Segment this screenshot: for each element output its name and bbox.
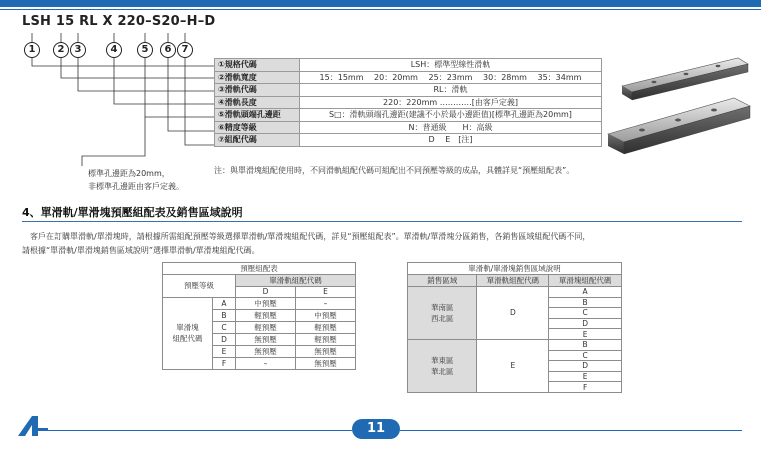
block-code: A xyxy=(213,297,236,309)
spec-row xyxy=(215,109,602,122)
region-block-code: B xyxy=(549,297,622,308)
preload-combination-table xyxy=(162,262,356,370)
callout-2: 2 xyxy=(53,42,69,58)
callout-3: 3 xyxy=(70,42,86,58)
spec-value: S□：滑軌頭端孔邊距(建議不小於最小邊距值)[標準孔邊距為20mm] xyxy=(300,109,602,122)
block-code: C xyxy=(213,321,236,333)
region-block-code: C xyxy=(549,350,622,361)
preload-e: 輕預壓 xyxy=(296,333,356,345)
spec-key: ⑥精度等級 xyxy=(215,121,300,134)
linear-rail-illustration xyxy=(606,56,754,166)
hole-pitch-note-1: 標準孔邊距為20mm， xyxy=(88,169,170,178)
region-block-code: B xyxy=(549,339,622,350)
spec-value: D E [注] xyxy=(300,134,602,147)
region-name-line2: 西北區 xyxy=(430,313,454,323)
block-code: F xyxy=(213,357,236,369)
rail-col-e: E xyxy=(296,287,356,298)
spec-row xyxy=(215,96,602,109)
preload-e: 無預壓 xyxy=(296,357,356,369)
region-header: 銷售區域 xyxy=(408,275,477,287)
page-number: 11 xyxy=(352,419,400,439)
preload-e: 輕預壓 xyxy=(296,321,356,333)
callout-5: 5 xyxy=(137,42,153,58)
block-code: E xyxy=(213,345,236,357)
rail-code-header: 單滑軌組配代碼 xyxy=(477,275,549,287)
section-paragraph-line-1: 客戶在訂購單滑軌/單滑塊時，請根據所需組配預壓等級選擇單滑軌/單滑塊組配代碼，詳見“預壓組配表”。單滑軌/單滑塊分區銷售，各銷售區域組配代碼不同， xyxy=(22,232,591,241)
preload-d: – xyxy=(236,357,296,369)
region-name-line2: 華北區 xyxy=(430,366,454,376)
hole-pitch-note-2: 非標準孔邊距由客戶定義。 xyxy=(88,182,184,191)
preload-e: – xyxy=(296,297,356,309)
footer-line-right xyxy=(400,430,742,431)
rail-code-label: 單滑軌組配代碼 xyxy=(236,275,356,287)
combination-note: 注：與單滑塊組配使用時，不同滑軌組配代碼可組配出不同預壓等級的成品，具體詳見“預壓組配表”。 xyxy=(214,166,575,175)
region-name xyxy=(408,339,477,392)
preload-table-title: 預壓組配表 xyxy=(163,263,356,275)
callout-6: 6 xyxy=(160,42,176,58)
spec-row xyxy=(215,84,602,97)
region-block-code: A xyxy=(549,287,622,298)
rail-col-d: D xyxy=(236,287,296,298)
region-block-code: C xyxy=(549,308,622,319)
preload-d: 中預壓 xyxy=(236,297,296,309)
spec-row xyxy=(215,71,602,84)
spec-key: ③滑軌代碼 xyxy=(215,84,300,97)
spec-value: LSH：標準型線性滑軌 xyxy=(300,59,602,72)
section-paragraph-line-2: 請根據“單滑軌/單滑塊銷售區域說明”選擇單滑軌/單滑塊組配代碼。 xyxy=(22,246,260,255)
spec-key: ②滑軌寬度 xyxy=(215,71,300,84)
preload-e: 中預壓 xyxy=(296,309,356,321)
region-block-code: D xyxy=(549,361,622,372)
callout-1: 1 xyxy=(24,42,40,58)
block-code-header: 單滑塊組配代碼 xyxy=(549,275,622,287)
spec-value: 220：220mm …………[由客戶定義] xyxy=(300,96,602,109)
section-underline xyxy=(22,221,742,222)
section-title: 4、單滑軌/單滑塊預壓組配表及銷售區域說明 xyxy=(22,206,243,219)
callout-4: 4 xyxy=(106,42,122,58)
region-block-code: E xyxy=(549,329,622,340)
region-rail-code: D xyxy=(477,287,549,340)
spec-table xyxy=(214,58,602,147)
region-name-line1: 華南區 xyxy=(430,302,454,312)
table-row xyxy=(163,297,356,309)
preload-d: 輕預壓 xyxy=(236,309,296,321)
block-code-label xyxy=(163,297,213,369)
footer-line-left xyxy=(48,430,352,431)
region-name-line1: 華東區 xyxy=(430,355,454,365)
region-block-code: E xyxy=(549,371,622,382)
preload-d: 無預壓 xyxy=(236,333,296,345)
region-rail-code: E xyxy=(477,339,549,392)
block-code: D xyxy=(213,333,236,345)
block-code: B xyxy=(213,309,236,321)
spec-key: ④滑軌長度 xyxy=(215,96,300,109)
preload-grade-label: 預壓等級 xyxy=(163,275,236,298)
callout-7: 7 xyxy=(177,42,193,58)
preload-e: 無預壓 xyxy=(296,345,356,357)
spec-value: RL：滑軌 xyxy=(300,84,602,97)
preload-d: 無預壓 xyxy=(236,345,296,357)
spec-value: N：普通級 H：高級 xyxy=(300,121,602,134)
model-code: LSH 15 RL X 220–S20–H–D xyxy=(22,14,216,29)
region-name xyxy=(408,287,477,340)
table-row xyxy=(408,287,622,298)
spec-row xyxy=(215,59,602,72)
table-row xyxy=(408,339,622,350)
block-code-label-line1: 單滑塊 xyxy=(176,323,199,333)
region-block-code: F xyxy=(549,382,622,393)
region-block-code: D xyxy=(549,318,622,329)
spec-row xyxy=(215,121,602,134)
spec-key: ⑦組配代碼 xyxy=(215,134,300,147)
brand-logo-icon xyxy=(18,416,48,436)
block-code-label-line2: 組配代碼 xyxy=(172,334,203,344)
spec-value: 15：15mm 20：20mm 25：23mm 30：28mm 35：34mm xyxy=(300,71,602,84)
preload-d: 輕預壓 xyxy=(236,321,296,333)
spec-key: ①規格代碼 xyxy=(215,59,300,72)
region-table-title: 單滑軌/單滑塊銷售區域說明 xyxy=(408,263,622,275)
sales-region-table xyxy=(407,262,622,393)
spec-key: ⑤滑軌頭端孔邊距 xyxy=(215,109,300,122)
spec-row xyxy=(215,134,602,147)
